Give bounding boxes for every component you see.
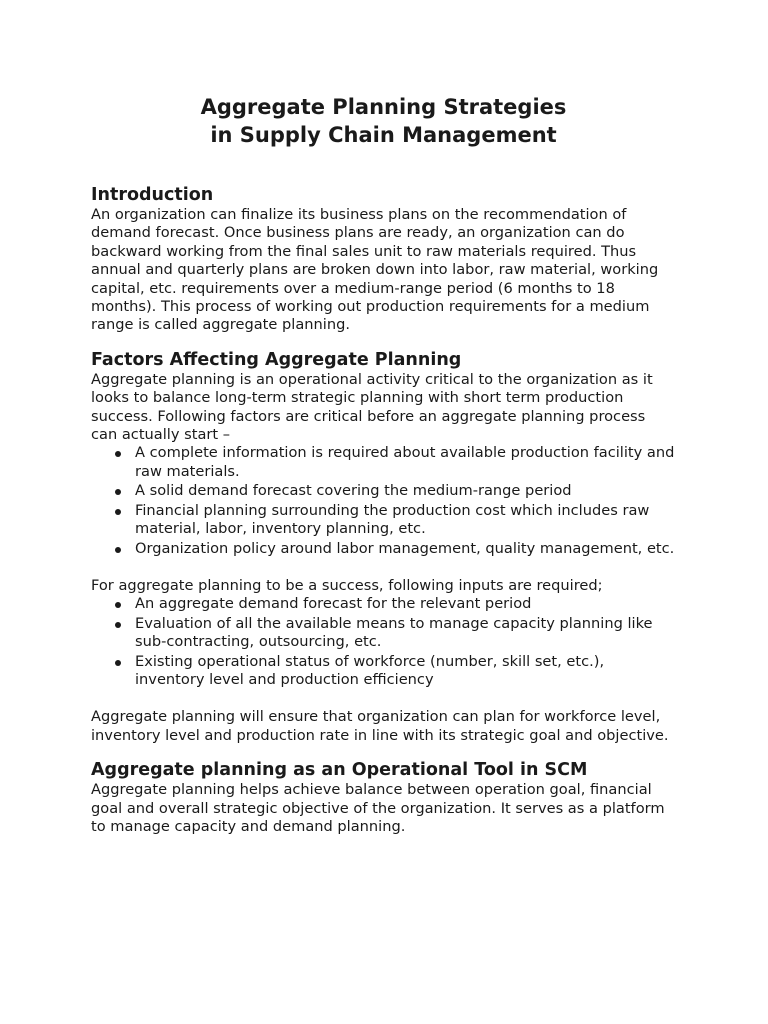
factors-paragraph: Aggregate planning is an operational activity critical to the organization as it looks to balance long-term strategic planning with short term production success. Following factors are critical before an aggregate planning process can actually start – [91,370,653,444]
list-item: A complete information is required about available production facility and raw materials. [135,444,675,480]
inputs-intro-paragraph: For aggregate planning to be a success, following inputs are required; [91,576,603,594]
list-item: Financial planning surrounding the production cost which includes raw material, labor, inventory planning, etc. [135,502,676,539]
operational-tool-heading: Aggregate planning as an Operational Tool in SCM [91,760,588,781]
operational-tool-paragraph: Aggregate planning helps achieve balance between operation goal, financial goal and overall strategic objective of the organization. It serves as a platform to manage capacity and demand planning. [91,781,665,835]
title-line-2: in Supply Chain Management [210,123,557,147]
list-item: Organization policy around labor management, quality management, etc. [135,539,675,557]
spacer [91,690,676,708]
spacer [91,559,676,577]
operational-tool-section [91,759,676,836]
title-line-1: Aggregate Planning Strategies [200,95,567,119]
factors-bullet-list [91,444,676,557]
list-item: An aggregate demand forecast for the relevant period [135,595,676,613]
factors-section [91,349,676,745]
list-item: A solid demand forecast covering the medium-range period [135,482,676,500]
introduction-heading: Introduction [91,185,214,205]
factors-closing-paragraph: Aggregate planning will ensure that organization can plan for workforce level, inventory level and production rate in line with its strategic goal and objective. [91,708,669,744]
list-item: Existing operational status of workforce (number, skill set, etc.), inventory level and production efficiency [135,653,676,690]
introduction-paragraph: An organization can finalize its business plans on the recommendation of demand forecast. Once business plans are ready, an organization can do backward working from the final sales unit to raw materials required. Thus annual and quarterly plans are broken down into labor, raw material, working capital, etc. requirements over a medium-range period (6 months to 18 months). This process of working out production requirements for a medium range is called aggregate planning. [91,206,659,334]
inputs-bullet-list [91,595,676,689]
factors-heading: Factors Affecting Aggregate Planning [91,349,462,370]
document-title [91,93,676,149]
introduction-section [91,184,676,335]
list-item: Evaluation of all the available means to manage capacity planning like sub-contracting, outsourcing, etc. [135,615,676,652]
